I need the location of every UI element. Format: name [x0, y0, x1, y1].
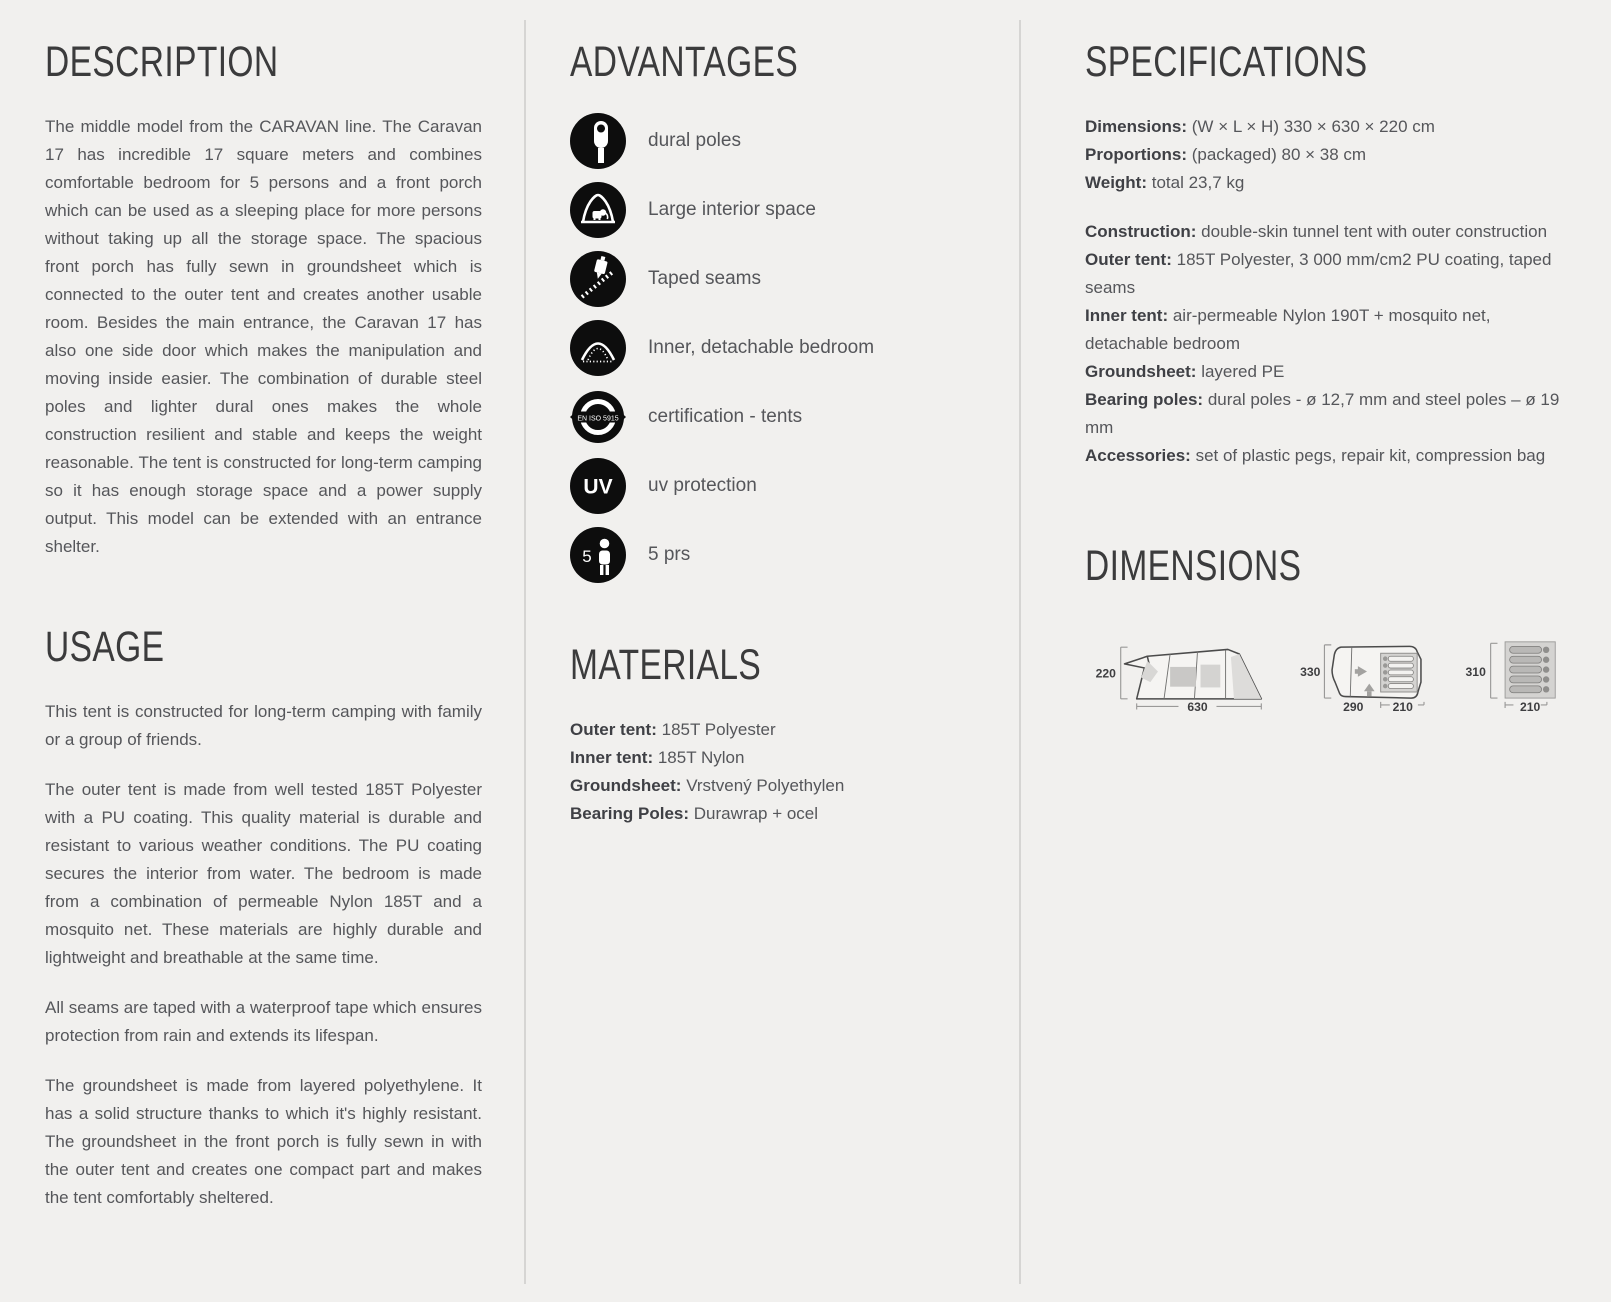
spec-label: Groundsheet:	[1085, 362, 1197, 381]
advantage-label: Large interior space	[648, 199, 816, 220]
spec-label: Bearing poles:	[1085, 390, 1204, 409]
material-label: Outer tent:	[570, 720, 657, 739]
usage-paragraph: The groundsheet is made from layered polyethylene. It has a solid structure thanks to which it's highly resistant. The groundsheet in the front porch is fully sewn in with the outer tent and creates one compact part and makes the tent comfortably sheltered.	[45, 1076, 482, 1207]
tent-top-view-diagram	[1291, 619, 1447, 727]
spec-row	[1085, 442, 1567, 470]
spec-label: Outer tent:	[1085, 250, 1172, 269]
spec-row	[1085, 246, 1567, 302]
advantages-section	[570, 38, 1012, 583]
dim-bedroom-width-label: 310	[1465, 665, 1486, 680]
materials-section	[570, 641, 1012, 828]
material-value: Vrstvený Polyethylen	[686, 776, 845, 795]
material-value: Durawrap + ocel	[693, 804, 819, 823]
dim-bedroom-length-label: 210	[1519, 700, 1540, 715]
dim-length-label: 630	[1187, 699, 1208, 714]
spec-value: total 23,7 kg	[1151, 173, 1245, 192]
persons-icon	[570, 527, 626, 583]
spec-group	[1085, 113, 1567, 197]
taped-seams-icon	[570, 251, 626, 307]
spec-value: 185T Polyester, 3 000 mm/cm2 PU coating, taped seams	[1085, 250, 1552, 297]
spec-value: layered PE	[1201, 362, 1285, 381]
usage-paragraph: This tent is constructed for long-term camping with family or a group of friends.	[45, 702, 482, 749]
material-row	[570, 744, 1012, 772]
advantage-item	[570, 389, 1012, 445]
spec-value: (packaged) 80 × 38 cm	[1191, 145, 1367, 164]
advantage-label: certification - tents	[648, 406, 803, 427]
dim-porch-label: 290	[1342, 699, 1364, 714]
spec-value: (W × L × H) 330 × 630 × 220 cm	[1191, 117, 1435, 136]
material-row	[570, 772, 1012, 800]
advantage-label: Inner, detachable bedroom	[648, 337, 875, 358]
material-value: 185T Polyester	[661, 720, 776, 739]
advantages-column	[570, 38, 1012, 828]
advantage-item	[570, 251, 1012, 307]
persons-count-text: 5	[582, 547, 592, 566]
spec-row	[1085, 302, 1567, 358]
dural-poles-icon	[570, 113, 626, 169]
dim-width-label: 330	[1299, 665, 1321, 680]
dim-bedroom-label: 210	[1392, 699, 1413, 714]
description-column	[45, 38, 482, 1212]
description-paragraph: The middle model from the CARAVAN line. The Caravan 17 has incredible 17 square meters and combines comfortable bedroom for 5 persons and a front porch which can be used as a sleeping place for more persons without taking up all the storage space. The spacious front porch has fully sewn in groundsheet which is connected to the outer tent and creates another usable room. Besides the main entrance, the Caravan 17 has also one side door which makes the manipulation and moving inside easier. The combination of durable steel poles and lighter dural ones makes the whole construction resilient and stable and keeps the weight reasonable. The tent is constructed for long-term camping so it has enough storage space and a power supply output. This model can be extended with an entrance shelter.	[45, 117, 482, 556]
spec-row	[1085, 113, 1567, 141]
uv-badge-text: UV	[583, 475, 613, 499]
dimension-diagrams	[1085, 619, 1567, 727]
advantage-item	[570, 527, 1012, 583]
spec-label: Proportions:	[1085, 145, 1187, 164]
specifications-column	[1085, 38, 1567, 727]
advantage-item	[570, 182, 1012, 238]
advantage-item	[570, 458, 1012, 514]
spec-row	[1085, 169, 1567, 197]
spec-value: air-permeable Nylon 190T + mosquito net, detachable bedroom	[1085, 306, 1491, 353]
uv-protection-icon	[570, 458, 626, 514]
spec-row	[1085, 358, 1567, 386]
material-label: Bearing Poles:	[570, 804, 690, 823]
column-divider	[1019, 20, 1021, 1284]
spec-label: Inner tent:	[1085, 306, 1169, 325]
spec-value: set of plastic pegs, repair kit, compression bag	[1195, 446, 1546, 465]
specifications-title: SPECIFICATIONS	[1085, 38, 1368, 86]
spec-value: double-skin tunnel tent with outer construction	[1201, 222, 1548, 241]
spec-value: dural poles - ø 12,7 mm and steel poles – ø 19 mm	[1085, 390, 1560, 437]
advantage-item	[570, 113, 1012, 169]
materials-title: MATERIALS	[570, 641, 762, 689]
dim-height-label: 220	[1095, 666, 1116, 681]
bedroom-plan-diagram	[1461, 619, 1567, 727]
certification-icon	[570, 389, 626, 445]
material-row	[570, 800, 1012, 828]
spec-label: Accessories:	[1085, 446, 1191, 465]
large-interior-space-icon	[570, 182, 626, 238]
dimensions-title: DIMENSIONS	[1085, 542, 1302, 590]
tent-side-view-diagram	[1085, 619, 1279, 727]
spec-row	[1085, 218, 1567, 246]
advantage-label: 5 prs	[648, 544, 691, 565]
inner-bedroom-icon	[570, 320, 626, 376]
spec-row	[1085, 386, 1567, 442]
spec-group	[1085, 218, 1567, 470]
material-row	[570, 716, 1012, 744]
advantages-title: ADVANTAGES	[570, 38, 799, 86]
certification-badge-text: EN ISO 5915	[577, 415, 619, 423]
advantage-item	[570, 320, 1012, 376]
usage-title: USAGE	[45, 623, 165, 671]
usage-paragraph: All seams are taped with a waterproof tape which ensures protection from rain and extends its lifespan.	[45, 998, 482, 1045]
usage-section	[45, 623, 482, 1212]
advantage-label: Taped seams	[648, 268, 762, 289]
usage-paragraph: The outer tent is made from well tested 185T Polyester with a PU coating. This quality material is durable and resistant to various weather conditions. The PU coating secures the interior from water. The bedroom is made from a combination of permeable Nylon 185T and a mosquito net. These materials are highly durable and lightweight and breathable at the same time.	[45, 780, 482, 967]
spec-label: Dimensions:	[1085, 117, 1188, 136]
spec-row	[1085, 141, 1567, 169]
dimensions-section	[1085, 542, 1567, 727]
specifications-section	[1085, 38, 1567, 470]
description-title: DESCRIPTION	[45, 38, 279, 86]
description-section	[45, 38, 482, 561]
column-divider	[524, 20, 526, 1284]
material-label: Groundsheet:	[570, 776, 682, 795]
material-value: 185T Nylon	[657, 748, 745, 767]
material-label: Inner tent:	[570, 748, 654, 767]
spec-label: Construction:	[1085, 222, 1197, 241]
advantage-label: dural poles	[648, 130, 741, 151]
spec-label: Weight:	[1085, 173, 1148, 192]
advantage-label: uv protection	[648, 475, 757, 496]
